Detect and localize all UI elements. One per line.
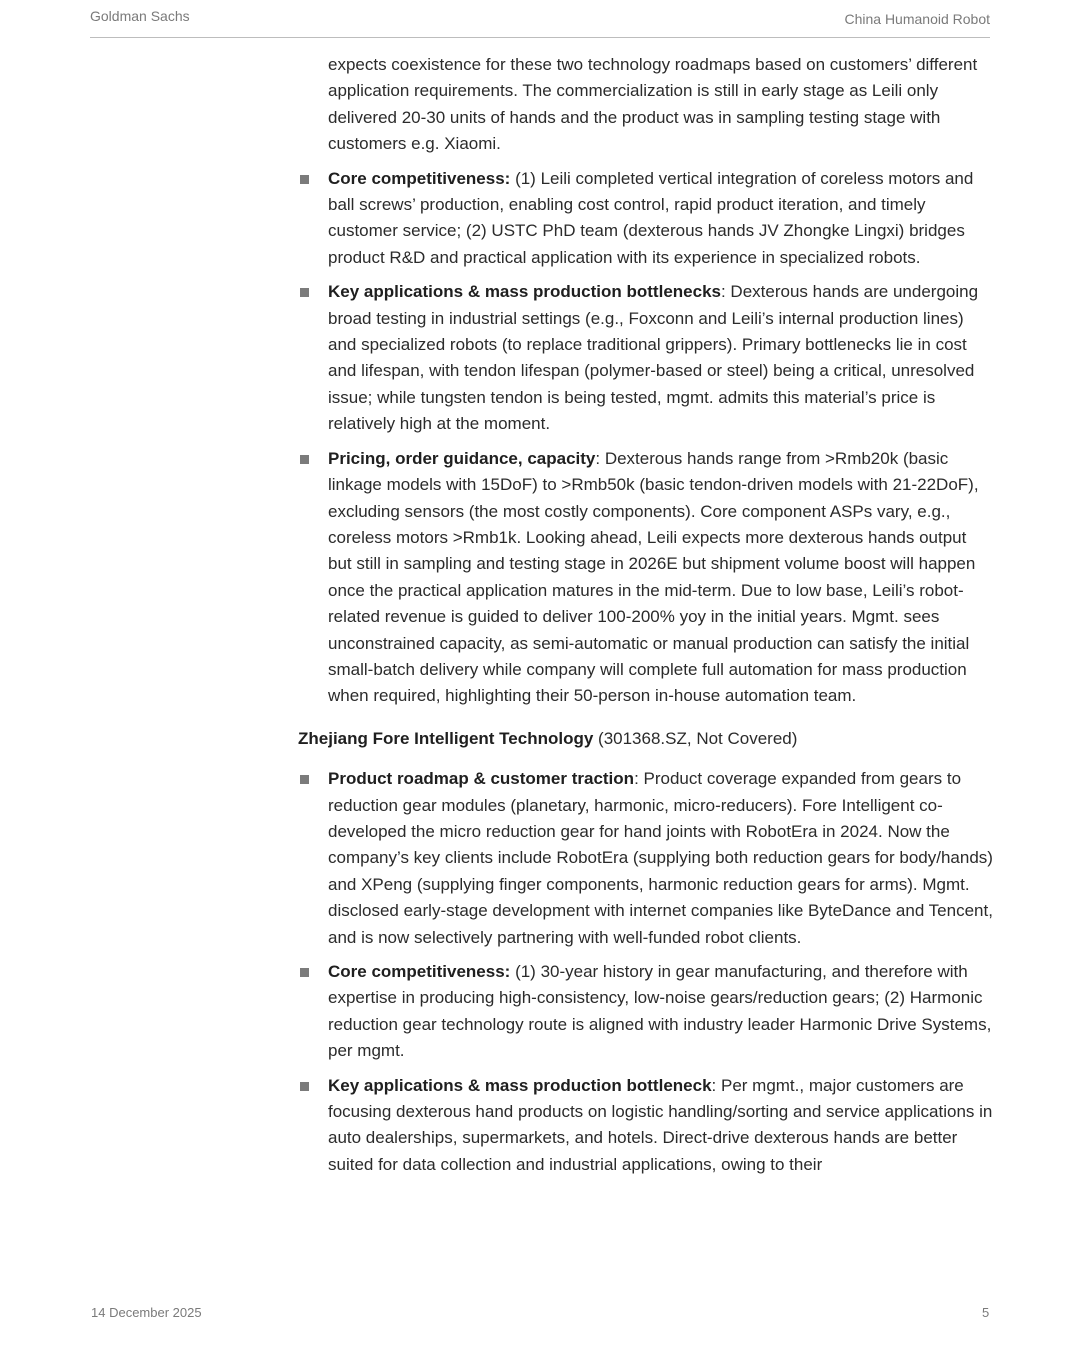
bullet-title: Product roadmap & customer traction [328,769,635,789]
company-heading [298,726,993,752]
footer-page-number: 5 [982,1305,990,1320]
intro-continuation-paragraph: expects coexistence for these two technology roadmaps based on customers’ different application requirements. The commercialization is still in early stage as Leili only delivered 20-30 units of hands and the product was in sampling testing stage with customers e.g. Xiaomi. [328,55,978,154]
square-bullet-icon [300,288,309,297]
header-brand: Goldman Sachs [90,8,190,24]
header-report-title: China Humanoid Robot [844,11,990,27]
bullet-text: (1) 30-year history in gear manufacturing, and therefore with expertise in producing high-consistency, low-noise gears/reduction gears; (2) Harmonic reduction gear technology route is aligned with industry leader Harmonic Drive Systems, per mgmt. [328,962,992,1061]
square-bullet-icon [300,175,309,184]
bullet-text: : Per mgmt., major customers are focusing dexterous hand products on logistic handling/sorting and service applications in auto dealerships, supermarkets, and hotels. Direct-drive dexterous hands are better suited for data collection and industrial applications, owing to their [328,1075,993,1174]
leili-bullet-pricing [298,446,993,710]
company-details: (301368.SZ, Not Covered) [593,728,798,748]
bullet-text: : Dexterous hands range from >Rmb20k (basic linkage models with 15DoF) to >Rmb50k (basic tendon-driven models with 21-22DoF), excluding sensors (the most costly components). Core component ASPs vary, e.g., coreless motors >Rmb1k. Looking ahead, Leili expects more dexterous hands output but still in sampling and testing stage in 2026E but shipment volume boost will happen once the practical application matures in the mid-term. Due to low base, Leili’s robot-related revenue is guided to deliver 100-200% yoy in the initial years. Mgmt. sees unconstrained capacity, as semi-automatic or manual production can satisfy the initial small-batch delivery while company will complete full automation for mass production when required, highlighting their 50-person in-house automation team. [328,448,979,706]
bullet-title: Pricing, order guidance, capacity [328,448,596,468]
bullet-title: Key applications & mass production bottleneck [328,1075,712,1095]
square-bullet-icon [300,1082,309,1091]
fore-bullet-key-applications [298,1073,993,1179]
leili-bullet-core-competitiveness [298,166,993,272]
leili-bullet-key-applications [298,279,993,437]
main-content [298,52,993,1178]
company-name: Zhejiang Fore Intelligent Technology [298,728,594,748]
fore-bullet-core-competitiveness [298,959,993,1065]
square-bullet-icon [300,968,309,977]
bullet-text: : Product coverage expanded from gears to reduction gear modules (planetary, harmonic, micro-reducers). Fore Intelligent co-developed the micro reduction gear for hand joints with RobotEra in 2024. Now the company’s key clients include RobotEra (supplying both reduction gears for body/hands) and XPeng (supplying finger components, harmonic reduction gears for arms). Mgmt. disclosed early-stage development with internet companies like ByteDance and Tencent, and is now selectively partnering with well-funded robot clients. [328,769,993,947]
footer-date: 14 December 2025 [91,1305,202,1320]
bullet-text: (1) Leili completed vertical integration of coreless motors and ball screws’ production, enabling cost control, rapid product iteration, and timely customer service; (2) USTC PhD team (dexterous hands JV Zhongke Lingxi) bridges product R&D and practical application with its experience in specialized robots. [328,168,974,267]
bullet-title: Core competitiveness: [328,962,511,981]
bullet-title: Core competitiveness: [328,168,511,188]
square-bullet-icon [300,455,309,464]
square-bullet-icon [300,775,309,784]
bullet-text: : Dexterous hands are undergoing broad testing in industrial settings (e.g., Foxconn and Leili’s internal production lines) and specialized robots (to replace traditional grippers). Primary bottlenecks lie in cost and lifespan, with tendon lifespan (polymer-based or steel) being a critical, unresolved issue; while tungsten tendon is being tested, mgmt. admits this material’s price is relatively high at the moment. [328,282,979,434]
fore-bullet-product-roadmap [298,766,993,951]
page-header [90,0,990,38]
bullet-title: Key applications & mass production bottlenecks [328,282,721,302]
